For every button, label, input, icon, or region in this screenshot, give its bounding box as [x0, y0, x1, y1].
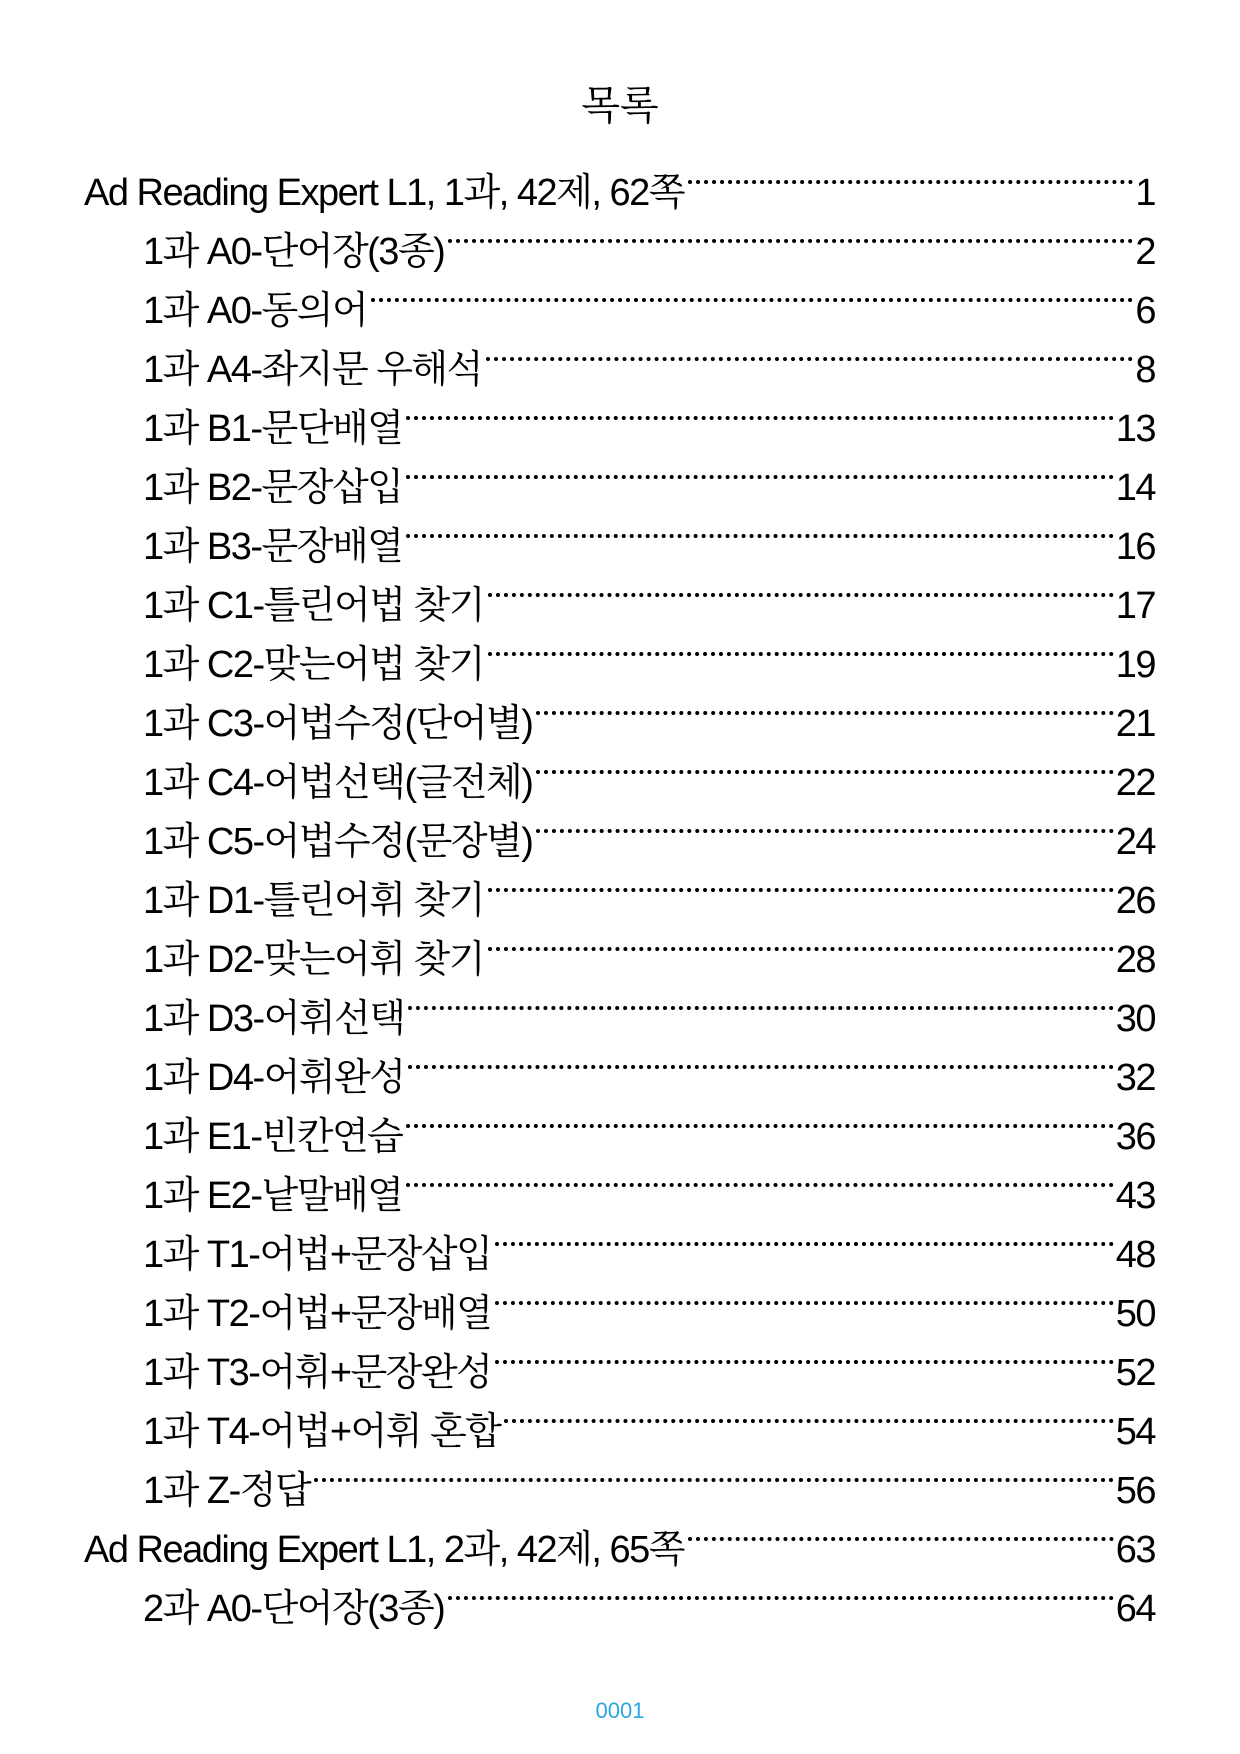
dot-leader — [688, 1537, 1114, 1541]
toc-entry[interactable] — [84, 996, 1155, 1055]
dot-leader — [406, 475, 1113, 479]
dot-leader — [536, 770, 1113, 774]
toc-entry[interactable] — [84, 1586, 1155, 1645]
toc-entry-label: Ad Reading Expert L1, 1과, 42제, 62쪽 — [84, 172, 684, 214]
toc-entry-page: 32 — [1115, 1057, 1155, 1099]
toc-entry-label: 1과 C2-맞는어법 찾기 — [143, 644, 484, 686]
dot-leader — [448, 239, 1133, 243]
toc-entry-label: 2과 A0-단어장(3종) — [143, 1588, 445, 1630]
toc-entry[interactable] — [84, 465, 1155, 524]
toc-entry-page: 24 — [1115, 821, 1155, 863]
toc-entry-page: 22 — [1115, 762, 1155, 804]
dot-leader — [495, 1242, 1113, 1246]
toc-entry-page: 28 — [1115, 939, 1155, 981]
toc-entry-page: 19 — [1115, 644, 1155, 686]
toc-entry[interactable] — [84, 1173, 1155, 1232]
page-number: 0001 — [595, 1698, 645, 1723]
toc-entry-label: 1과 C4-어법선택(글전체) — [143, 762, 533, 804]
dot-leader — [314, 1478, 1114, 1482]
dot-leader — [495, 1360, 1113, 1364]
toc-entry-page: 13 — [1115, 408, 1155, 450]
toc-entry[interactable] — [84, 1350, 1155, 1409]
dot-leader — [495, 1301, 1113, 1305]
dot-leader — [488, 947, 1114, 951]
toc-entry[interactable] — [84, 878, 1155, 937]
toc-entry[interactable] — [84, 937, 1155, 996]
toc-entry-label: 1과 Z-정답 — [143, 1470, 311, 1512]
toc-entry[interactable] — [84, 642, 1155, 701]
toc-entry-page: 2 — [1135, 231, 1155, 273]
dot-leader — [406, 1124, 1113, 1128]
toc-entry-page: 21 — [1115, 703, 1155, 745]
toc-entry-page: 56 — [1115, 1470, 1155, 1512]
toc-entry-page: 1 — [1135, 172, 1155, 214]
toc-entry-label: 1과 T3-어휘+문장완성 — [143, 1352, 492, 1394]
dot-leader — [406, 534, 1113, 538]
toc-entry-label: 1과 T1-어법+문장삽입 — [143, 1234, 492, 1276]
toc-entry[interactable] — [84, 1232, 1155, 1291]
toc-entry[interactable] — [84, 1114, 1155, 1173]
toc-entry-label: 1과 D4-어휘완성 — [143, 1057, 405, 1099]
toc-entry-label: 1과 C5-어법수정(문장별) — [143, 821, 533, 863]
dot-leader — [536, 829, 1113, 833]
toc-entry-label: Ad Reading Expert L1, 2과, 42제, 65쪽 — [84, 1529, 684, 1571]
toc-entry[interactable] — [84, 760, 1155, 819]
dot-leader — [504, 1419, 1113, 1423]
toc-entry-page: 14 — [1115, 467, 1155, 509]
toc-entry[interactable] — [84, 819, 1155, 878]
dot-leader — [488, 888, 1114, 892]
toc-entry-page: 16 — [1115, 526, 1155, 568]
toc-entry[interactable] — [84, 1409, 1155, 1468]
page-title: 목록 — [581, 83, 659, 129]
toc-entry[interactable] — [84, 524, 1155, 583]
toc-entry[interactable] — [84, 1291, 1155, 1350]
toc-entry-label: 1과 B3-문장배열 — [143, 526, 403, 568]
toc-entry-label: 1과 T2-어법+문장배열 — [143, 1293, 492, 1335]
dot-leader — [486, 357, 1134, 361]
toc-entry-page: 50 — [1115, 1293, 1155, 1335]
toc-entry-page: 43 — [1115, 1175, 1155, 1217]
toc-entry-page: 17 — [1115, 585, 1155, 627]
toc-entry-label: 1과 C3-어법수정(단어별) — [143, 703, 533, 745]
toc-entry-label: 1과 E2-낱말배열 — [143, 1175, 403, 1217]
dot-leader — [406, 416, 1113, 420]
toc-entry-label: 1과 D2-맞는어휘 찾기 — [143, 939, 484, 981]
table-of-contents — [84, 170, 1155, 1645]
dot-leader — [406, 1183, 1113, 1187]
dot-leader — [408, 1065, 1113, 1069]
toc-entry-label: 1과 A4-좌지문 우해석 — [143, 349, 482, 391]
toc-entry-label: 1과 A0-단어장(3종) — [143, 231, 445, 273]
toc-entry[interactable] — [84, 347, 1155, 406]
toc-entry-page: 6 — [1135, 290, 1155, 332]
toc-section-entry[interactable] — [84, 1527, 1155, 1586]
toc-entry-page: 48 — [1115, 1234, 1155, 1276]
toc-entry-page: 36 — [1115, 1116, 1155, 1158]
toc-entry-page: 63 — [1115, 1529, 1155, 1571]
toc-entry[interactable] — [84, 1468, 1155, 1527]
toc-entry[interactable] — [84, 229, 1155, 288]
toc-entry-page: 8 — [1135, 349, 1155, 391]
toc-entry-label: 1과 B2-문장삽입 — [143, 467, 403, 509]
toc-entry[interactable] — [84, 701, 1155, 760]
toc-entry-label: 1과 A0-동의어 — [143, 290, 368, 332]
toc-entry-page: 30 — [1115, 998, 1155, 1040]
dot-leader — [688, 180, 1133, 184]
toc-entry-page: 54 — [1115, 1411, 1155, 1453]
toc-entry-label: 1과 E1-빈칸연습 — [143, 1116, 403, 1158]
toc-entry-label: 1과 D3-어휘선택 — [143, 998, 405, 1040]
toc-entry[interactable] — [84, 1055, 1155, 1114]
toc-entry[interactable] — [84, 406, 1155, 465]
dot-leader — [371, 298, 1133, 302]
toc-entry-label: 1과 B1-문단배열 — [143, 408, 403, 450]
toc-entry[interactable] — [84, 288, 1155, 347]
dot-leader — [488, 593, 1114, 597]
toc-entry-page: 64 — [1115, 1588, 1155, 1630]
toc-entry-label: 1과 C1-틀린어법 찾기 — [143, 585, 484, 627]
toc-entry-label: 1과 T4-어법+어휘 혼합 — [143, 1411, 501, 1453]
toc-entry[interactable] — [84, 583, 1155, 642]
toc-entry-page: 52 — [1115, 1352, 1155, 1394]
toc-section-entry[interactable] — [84, 170, 1155, 229]
dot-leader — [408, 1006, 1113, 1010]
dot-leader — [536, 711, 1113, 715]
dot-leader — [488, 652, 1114, 656]
dot-leader — [448, 1596, 1113, 1600]
toc-entry-page: 26 — [1115, 880, 1155, 922]
toc-entry-label: 1과 D1-틀린어휘 찾기 — [143, 880, 484, 922]
